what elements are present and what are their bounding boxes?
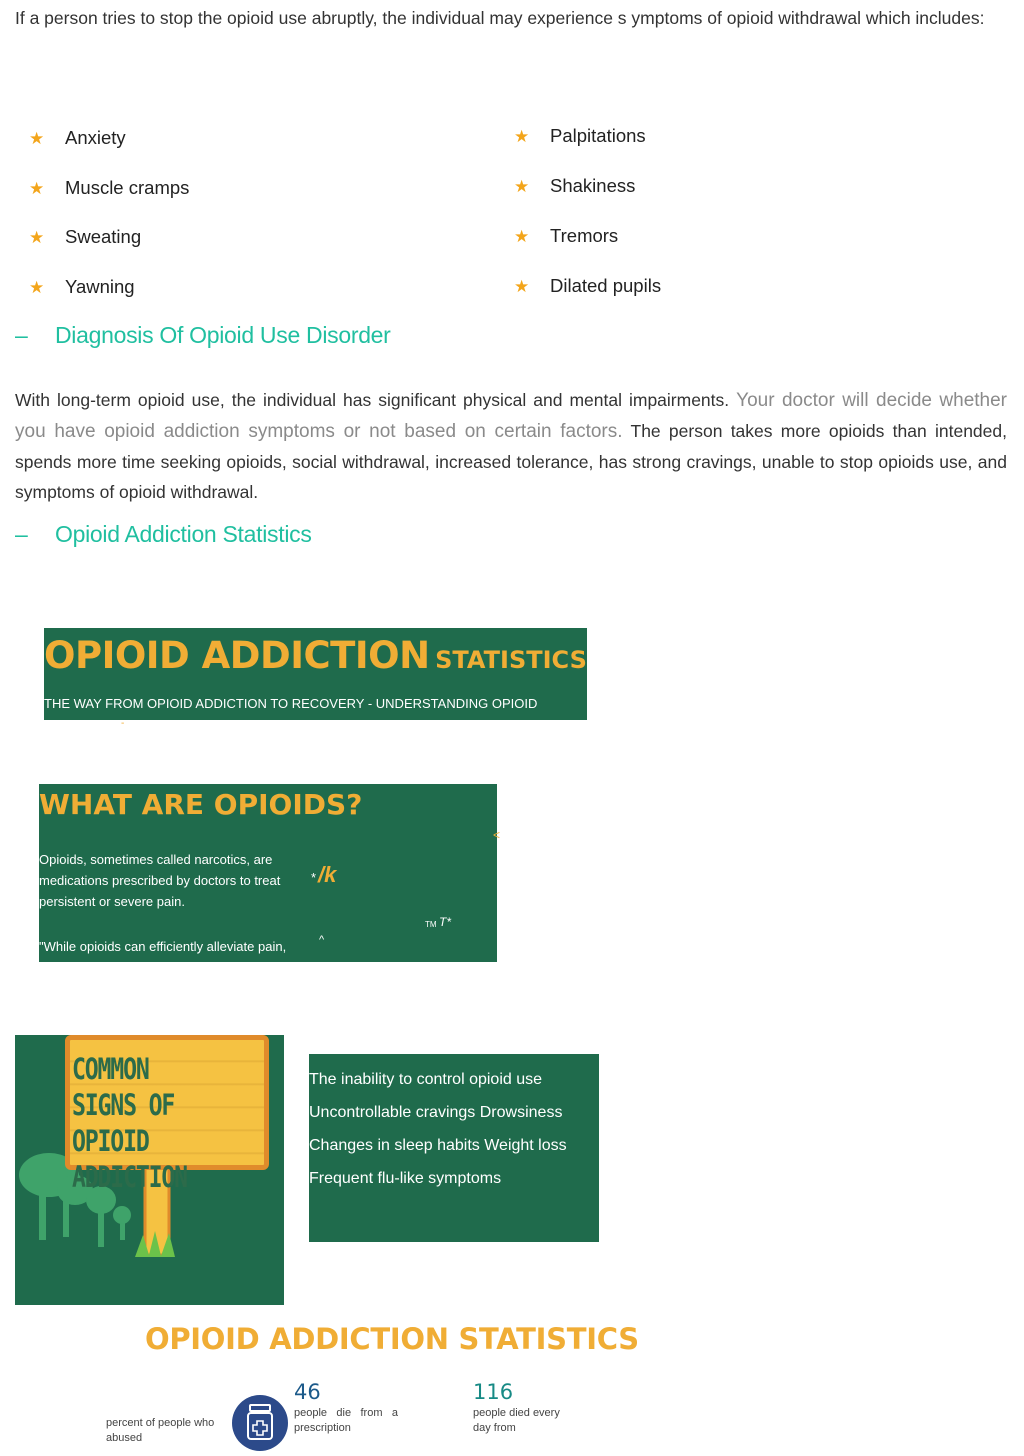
lt-mark: < — [493, 828, 501, 842]
stat-number: 116 — [473, 1380, 514, 1404]
what-quote: "While opioids can efficiently alleviate pain, — [39, 939, 287, 954]
sign-item: The inability to control opioid use — [309, 1071, 543, 1088]
t-mark: T* — [439, 915, 451, 929]
banner-tick: - — [121, 718, 125, 729]
caret-mark: ^ — [319, 934, 325, 946]
stat-label: people died every day from — [473, 1407, 560, 1434]
statistics-banner — [44, 628, 587, 720]
banner-title: OPIOID ADDICTION STATISTICS — [44, 634, 587, 677]
banner-subtitle: THE WAY FROM OPIOID ADDICTION TO RECOVERY - UNDERSTANDING OPIOID — [44, 696, 538, 711]
abused-label: percent of people who abused — [106, 1417, 215, 1444]
star-icon: ★ — [514, 177, 530, 196]
symptom-item: ★ Shakiness — [514, 175, 636, 196]
sign-item: Uncontrollable cravings Drowsiness — [309, 1104, 563, 1121]
star-icon: ★ — [29, 278, 45, 297]
pill-bottle-icon — [232, 1395, 288, 1451]
stat-label: people die from a prescription — [294, 1407, 398, 1434]
star-icon: ★ — [514, 127, 530, 146]
what-are-opioids-panel — [39, 784, 497, 962]
symptom-item: ★ Muscle cramps — [29, 177, 190, 198]
common-signs-illustration — [15, 1035, 284, 1305]
symptom-item: ★ Sweating — [29, 226, 142, 247]
symptom-item: ★ Palpitations — [514, 125, 646, 146]
star-icon: ★ — [29, 228, 45, 247]
signs-list — [309, 1063, 567, 1195]
signs-list-panel — [309, 1054, 599, 1242]
symptom-item: ★ Dilated pupils — [514, 275, 662, 296]
star-icon: ★ — [514, 227, 530, 246]
what-title: WHAT ARE OPIOIDS? — [39, 788, 363, 821]
sign-item: Frequent flu-like symptoms — [309, 1170, 502, 1187]
dash-icon: – — [15, 322, 28, 348]
stat-number: 46 — [294, 1380, 321, 1404]
section-heading-statistics: – Opioid Addiction Statistics — [15, 521, 312, 547]
star-icon: ★ — [29, 129, 45, 148]
star-icon: ★ — [514, 277, 530, 296]
symptom-item: ★ Anxiety — [29, 127, 126, 148]
sign-item: Changes in sleep habits Weight loss — [309, 1137, 567, 1154]
intro-paragraph: If a person tries to stop the opioid use abruptly, the individual may experience s ymptoms of opioid withdrawal which includes: — [15, 8, 985, 28]
what-description: Opioids, sometimes called narcotics, are medications prescribed by doctors to treat persistent or severe pain. — [39, 852, 281, 909]
bottom-statistics-title: OPIOID ADDICTION STATISTICS — [145, 1322, 639, 1356]
tm-mark: TM — [425, 920, 437, 929]
star-icon: ★ — [29, 179, 45, 198]
asterisk-mark: * — [311, 870, 317, 885]
sign-board-text: COMMON SIGNS OF OPIOID ADDICTION — [72, 1052, 187, 1194]
highlight-text: Your doctor will decide whether you have opioid addiction symptoms or not based on certain factors. — [15, 390, 1008, 442]
symptom-item: ★ Yawning — [29, 276, 135, 297]
scribble-mark: /k — [318, 862, 337, 887]
diagnosis-paragraph: With long-term opioid use, the individual has significant physical and mental impairments. Your doctor will decide whether you have opioid addiction symptoms or not based on certain factors. The person takes more opioids than intended, spends more time seeking opioids, social withdrawal, increased tolerance, has strong cravings, unable to stop opioids use, and symptoms of opioid withdrawal. — [15, 390, 1008, 502]
symptom-item: ★ Tremors — [514, 225, 619, 246]
section-heading-diagnosis: – Diagnosis Of Opioid Use Disorder — [15, 322, 391, 348]
dash-icon: – — [15, 521, 28, 547]
